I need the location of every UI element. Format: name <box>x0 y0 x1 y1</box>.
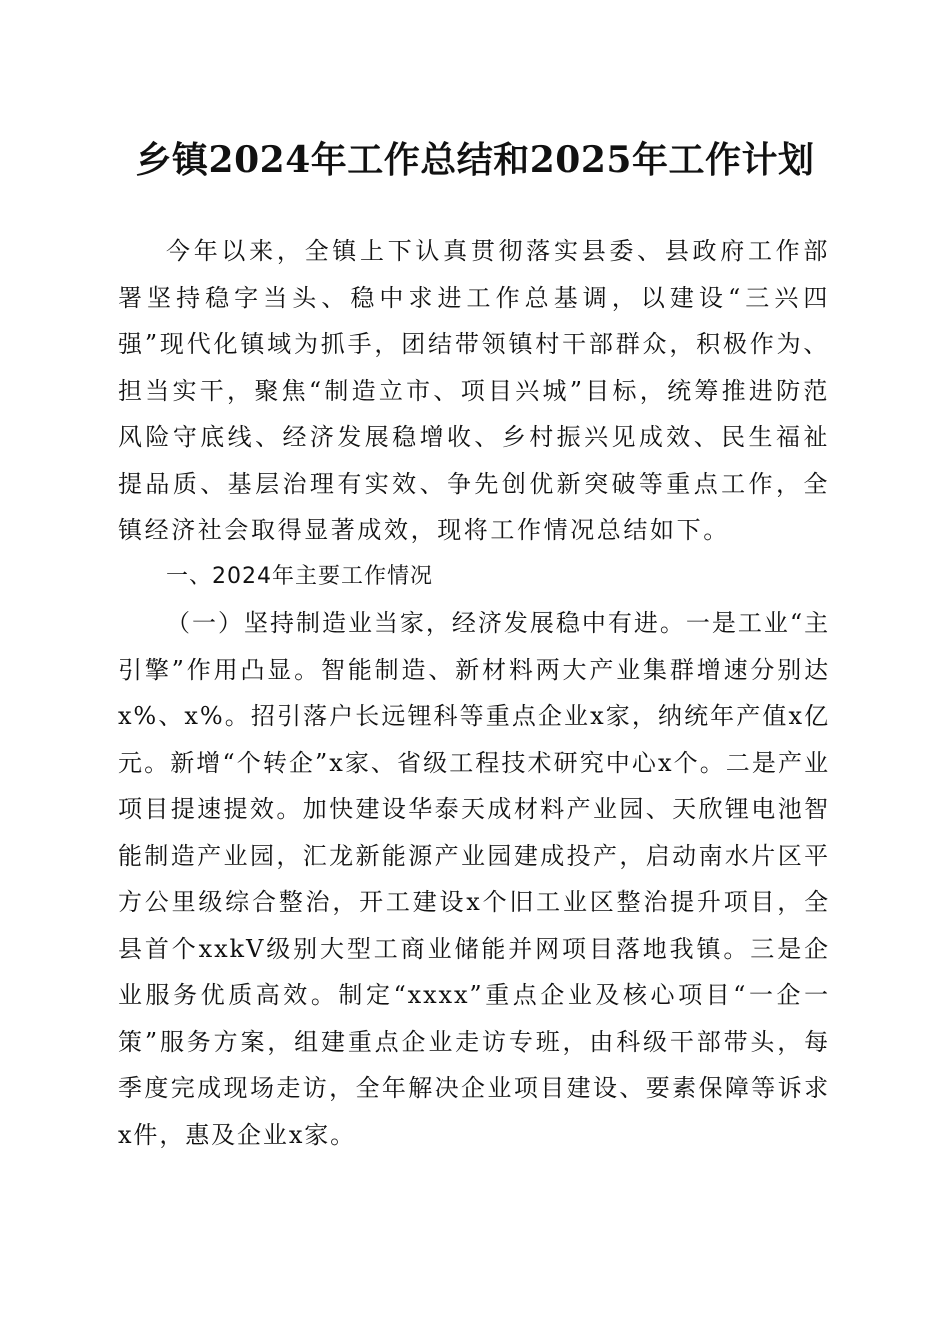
section-paragraph: （一）坚持制造业当家，经济发展稳中有进。一是工业“主引擎”作用凸显。智能制造、新材料两大产业集群增速分别达x%、x%。招引落户长远锂科等重点企业x家，纳统年产值x亿元。新增“个转企”x家、省级工程技术研究中心x个。二是产业项目提速提效。加快建设华泰天成材料产业园、天欣锂电池智能制造产业园，汇龙新能源产业园建成投产，启动南水片区平方公里级综合整治，开工建设x个旧工业区整治提升项目，全县首个xxkV级别大型工商业储能并网项目落地我镇。三是企业服务优质高效。制定“xxxx”重点企业及核心项目“一企一策”服务方案，组建重点企业走访专班，由科级干部带头，每季度完成现场走访，全年解决企业项目建设、要素保障等诉求x件，惠及企业x家。 <box>118 609 830 1149</box>
document-body <box>118 228 830 1158</box>
intro-paragraph: 今年以来，全镇上下认真贯彻落实县委、县政府工作部署坚持稳字当头、稳中求进工作总基调，以建设“三兴四强”现代化镇域为抓手，团结带领镇村干部群众，积极作为、担当实干，聚焦“制造立市、项目兴城”目标，统筹推进防范风险守底线、经济发展稳增收、乡村振兴见成效、民生福祉提品质、基层治理有实效、争先创优新突破等重点工作，全镇经济社会取得显著成效，现将工作情况总结如下。 <box>118 237 830 544</box>
section-heading: 一、2024年主要工作情况 <box>166 563 433 589</box>
document-title: 乡镇2024年工作总结和2025年工作计划 <box>135 139 815 181</box>
